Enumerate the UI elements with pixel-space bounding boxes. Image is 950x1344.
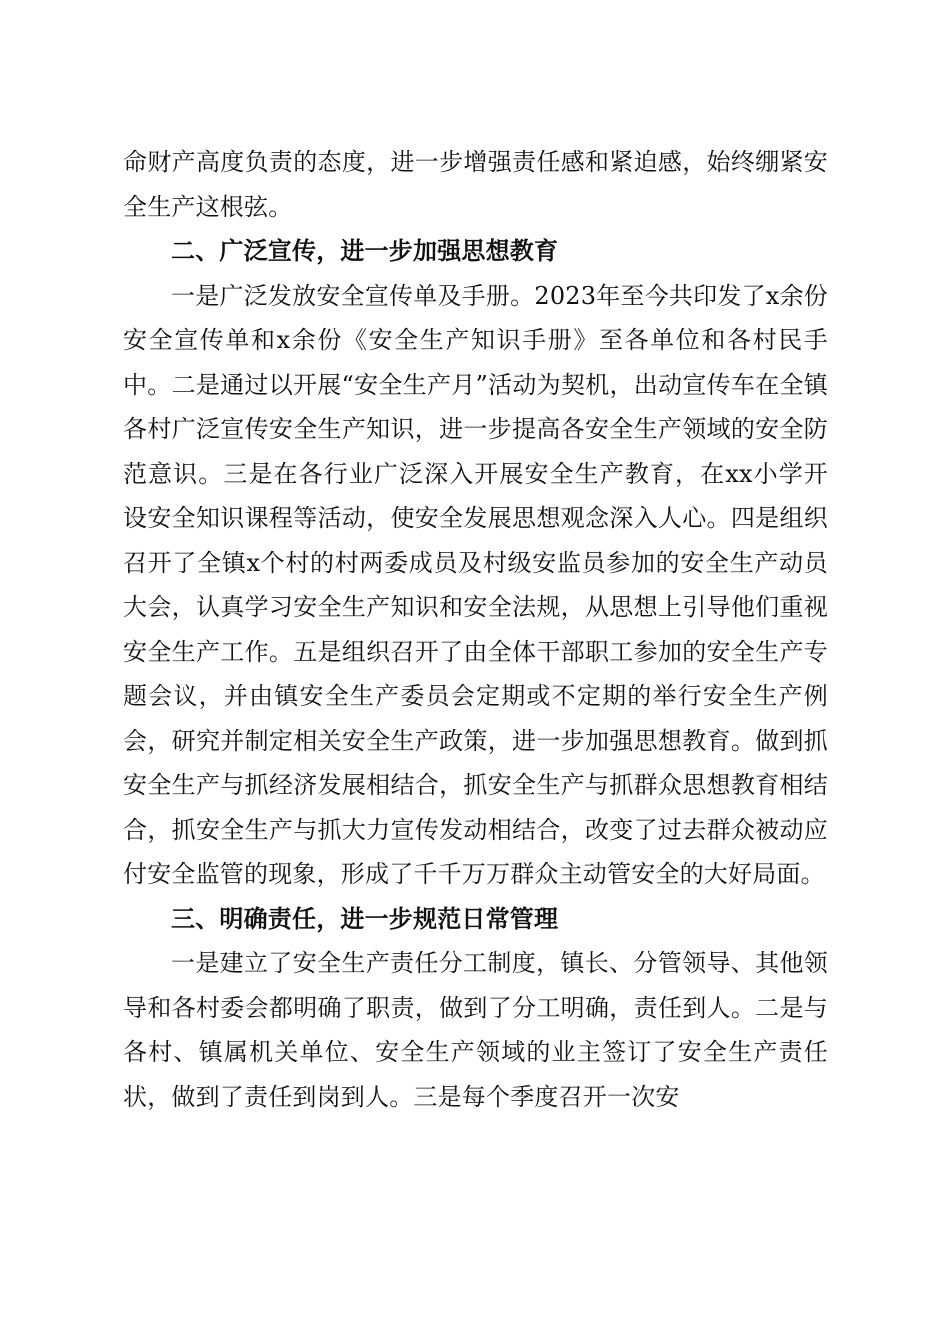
paragraph-continuation: 命财产高度负责的态度，进一步增强责任感和紧迫感，始终绷紧安全生产这根弦。: [123, 148, 828, 221]
paragraph-responsibility: 一是建立了安全生产责任分工制度，镇长、分管领导、其他领导和各村委会都明确了职责，做到了分工明确，责任到人。二是与各村、镇属机关单位、安全生产领域的业主签订了安全生产责任状，做到了责任到岗到人。三是每个季度召开一次安: [123, 949, 828, 1111]
section-heading-3: 三、明确责任，进一步规范日常管理: [171, 904, 559, 933]
document-body: [123, 140, 828, 1119]
section-heading-2: 二、广泛宣传，进一步加强思想教育: [171, 237, 559, 265]
paragraph-publicity: 一是广泛发放安全宣传单及手册。2023年至今共印发了x余份安全宣传单和x余份《安全生产知识手册》至各单位和各村民手中。二是通过以开展“安全生产月”活动为契机，出动宣传车在全镇各村广泛宣传安全生产知识，进一步提高各安全生产领域的安全防范意识。三是在各行业广泛深入开展安全生产教育，在xx小学开设安全知识课程等活动，使安全发展思想观念深入人心。四是组织召开了全镇x个村的村两委成员及村级安监员参加的安全生产动员大会，认真学习安全生产知识和安全法规，从思想上引导他们重视安全生产工作。五是组织召开了由全体干部职工参加的安全生产专题会议，并由镇安全生产委员会定期或不定期的举行安全生产例会，研究并制定相关安全生产政策，进一步加强思想教育。做到抓安全生产与抓经济发展相结合，抓安全生产与抓群众思想教育相结合，抓安全生产与抓大力宣传发动相结合，改变了过去群众被动应付安全监管的现象，形成了千千万万群众主动管安全的大好局面。: [123, 281, 828, 888]
